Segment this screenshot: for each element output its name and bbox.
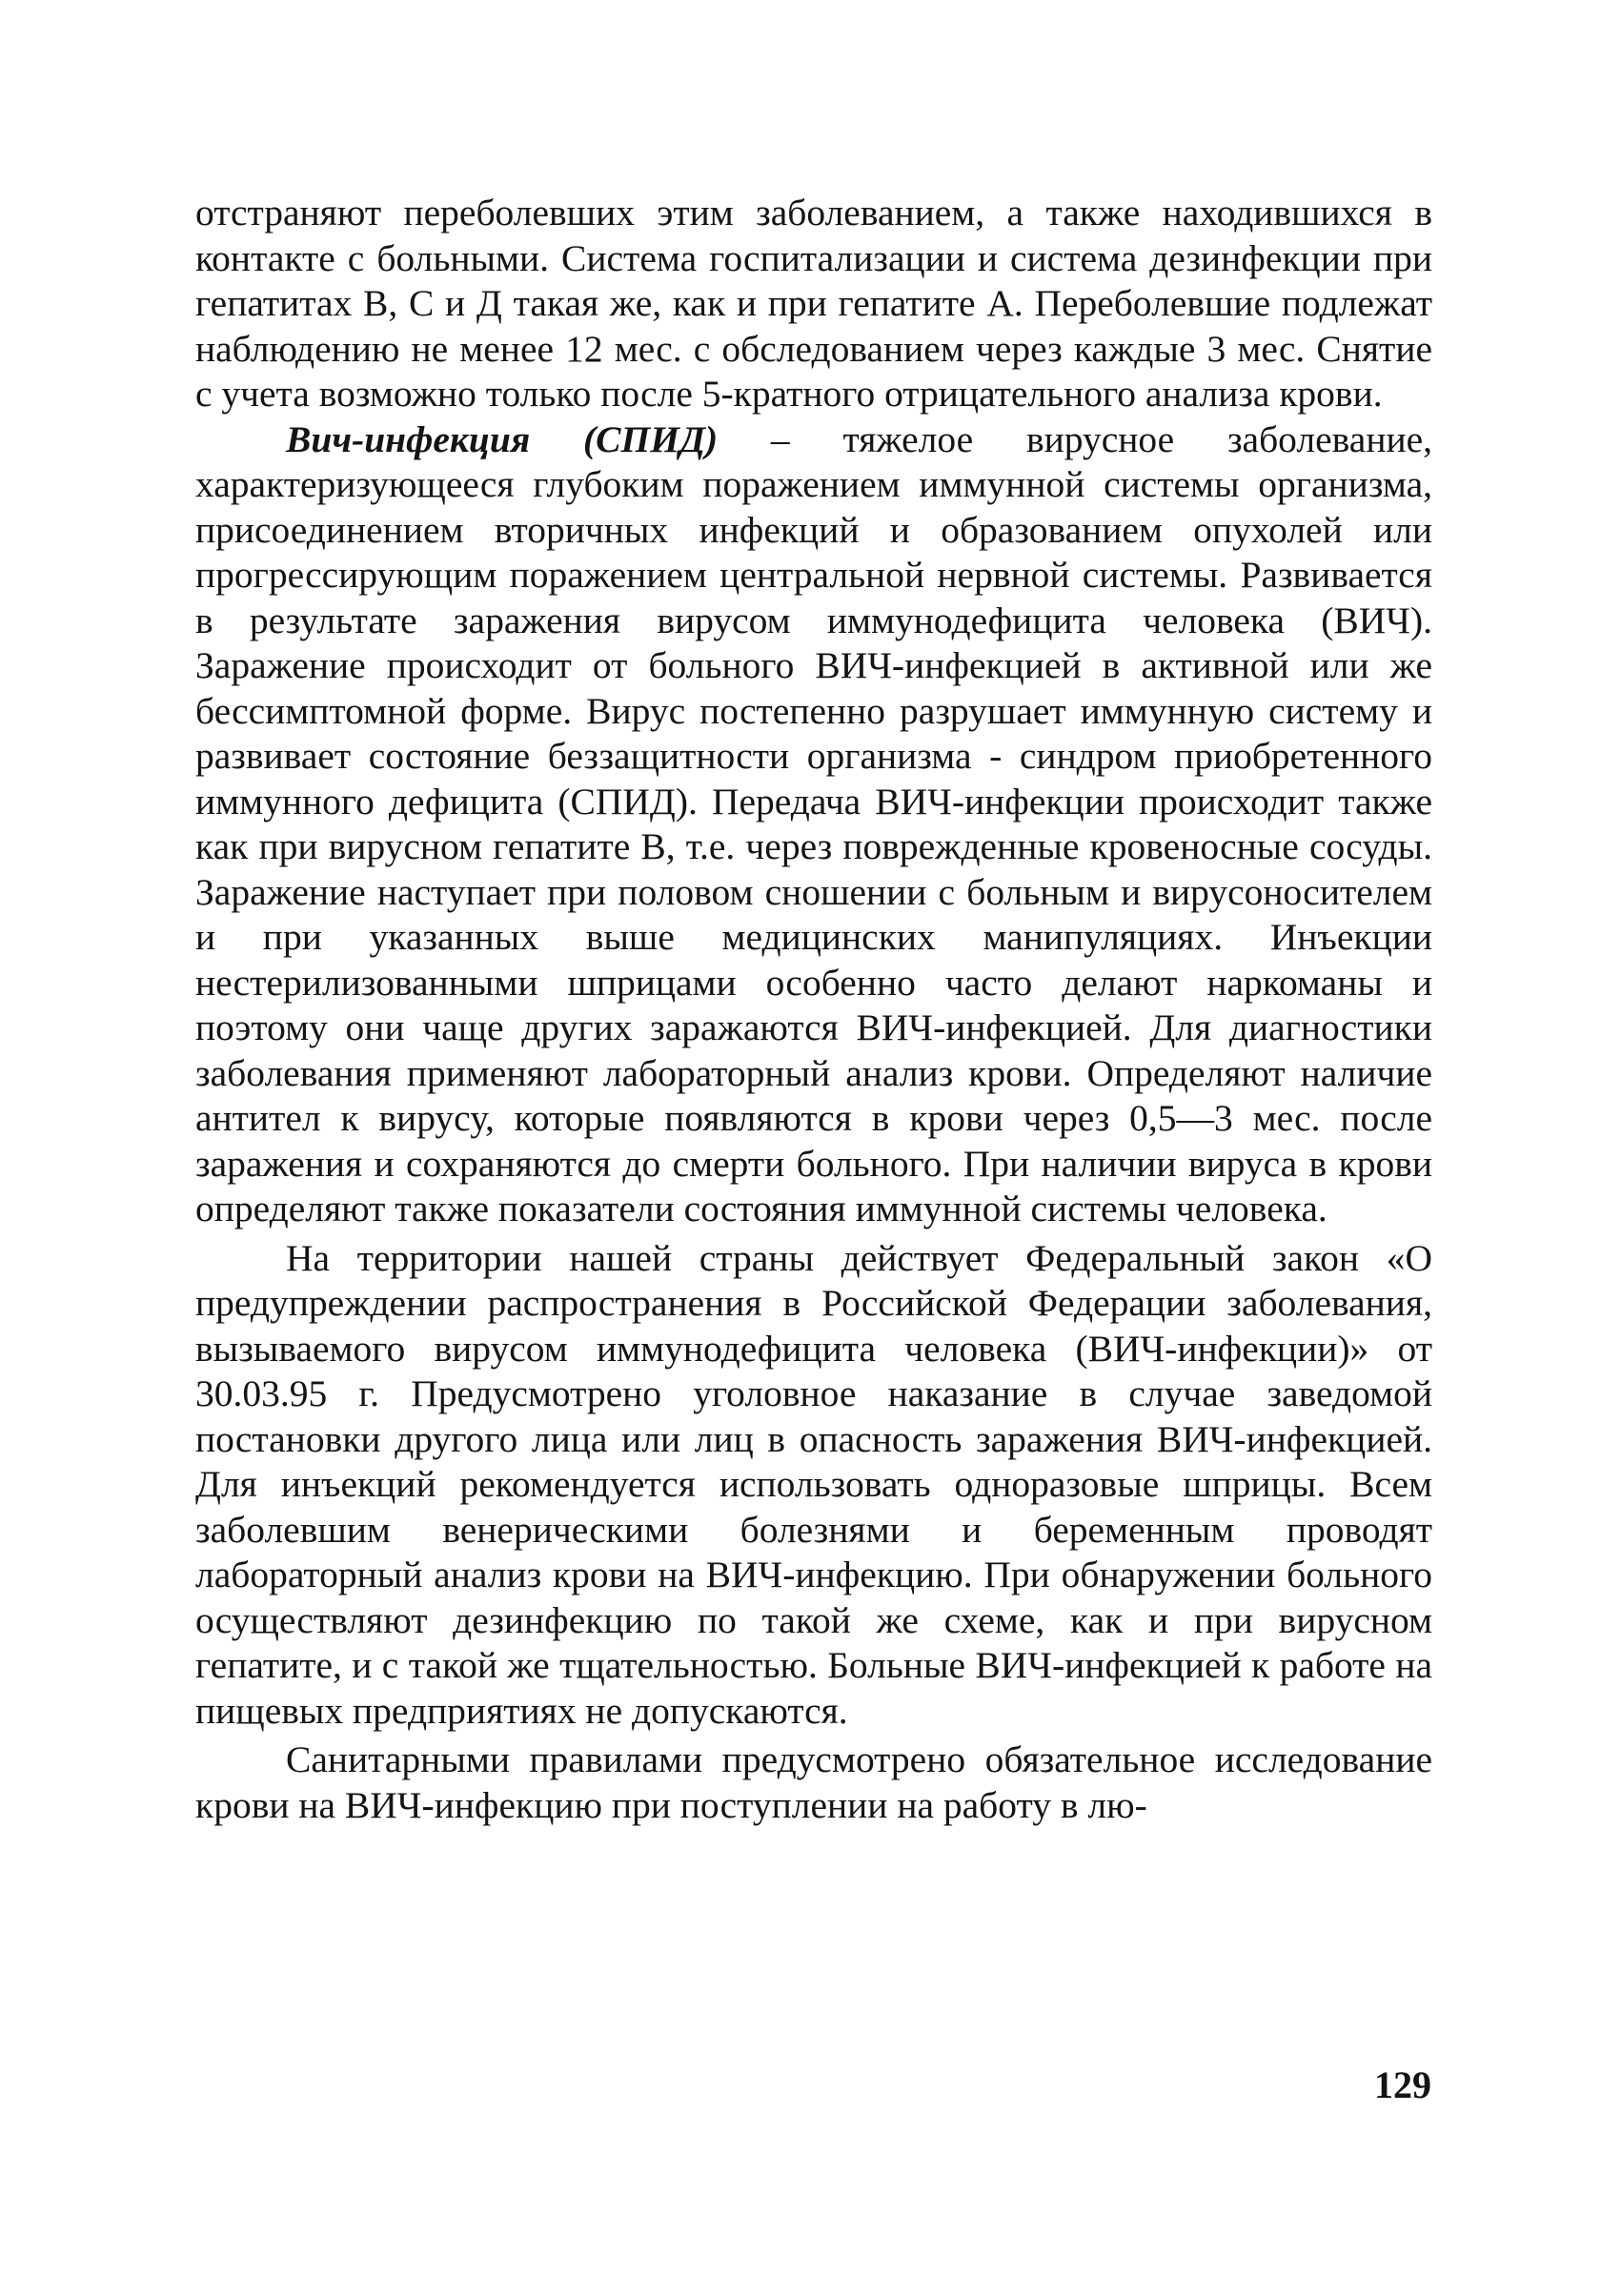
paragraph-hiv-definition xyxy=(195,417,1432,1232)
paragraph-text: отстраняют переболевших этим заболеванием, а также находившихся в контакте с больными. Система госпитализации и система дезинфекции при гепатитах В, С и Д такая же, как и при гепатите А. Переболевшие подлежат наблюдению не менее 12 мес. с обследованием через каждые 3 мес. Снятие с учета возможно только после 5-кратного отрицательного анализа крови. xyxy=(195,192,1432,415)
page-number: 129 xyxy=(1374,2063,1431,2106)
paragraph-text: Санитарными правилами предусмотрено обязательное исследование крови на ВИЧ-инфекцию при поступлении на работу в лю- xyxy=(195,1738,1432,1826)
paragraph-hepatitis-continuation xyxy=(195,191,1432,417)
term-heading: Вич-инфекция (СПИД) xyxy=(286,417,719,460)
body-text xyxy=(195,191,1432,1828)
paragraph-federal-law xyxy=(195,1236,1432,1735)
paragraph-text: На территории нашей страны действует Федеральный закон «О предупреждении распространения в Российской Федерации заболевания, вызываемого вирусом иммунодефицита человека (ВИЧ-инфекции)» от 30.03.95 г. Предусмотрено уголовное наказание в случае заведомой постановки другого лица или лиц в опасность заражения ВИЧ-инфекцией. Для инъекций рекомендуется использовать одноразовые шприцы. Всем заболевшим венерическими болезнями и беременным проводят лабораторный анализ крови на ВИЧ-инфекцию. При обнаружении больного осуществляют дезинфекцию по такой же схеме, как и при вирусном гепатите, и с такой же тщательностью. Больные ВИЧ-инфекцией к работе на пищевых предприятиях не допускаются. xyxy=(195,1236,1432,1732)
paragraph-sanitary-rules xyxy=(195,1737,1432,1828)
paragraph-text: – тяжелое вирусное заболевание, характеризующееся глубоким поражением иммунной системы организма, присоединением вторичных инфекций и образованием опухолей или прогрессирующим поражением центральной нервной системы. Развивается в результате заражения вирусом иммунодефицита человека (ВИЧ). Заражение происходит от больного ВИЧ-инфекцией в активной или же бессимптомной форме. Вирус постепенно разрушает иммунную систему и развивает состояние беззащитности организма - синдром приобретенного иммунного дефицита (СПИД). Передача ВИЧ-инфекции происходит также как при вирусном гепатите В, т.е. через поврежденные кровеносные сосуды. Заражение наступает при половом сношении с больным и вирусоносителем и при указанных выше медицинских манипуляциях. Инъекции нестерилизованными шприцами особенно часто делают наркоманы и поэтому они чаще других заражаются ВИЧ-инфекцией. Для диагностики заболевания применяют лабораторный анализ крови. Определяют наличие антител к вирусу, которые появляются в крови через 0,5—3 мес. после заражения и сохраняются до смерти больного. При наличии вируса в крови определяют также показатели состояния иммунной системы человека. xyxy=(195,417,1433,1229)
